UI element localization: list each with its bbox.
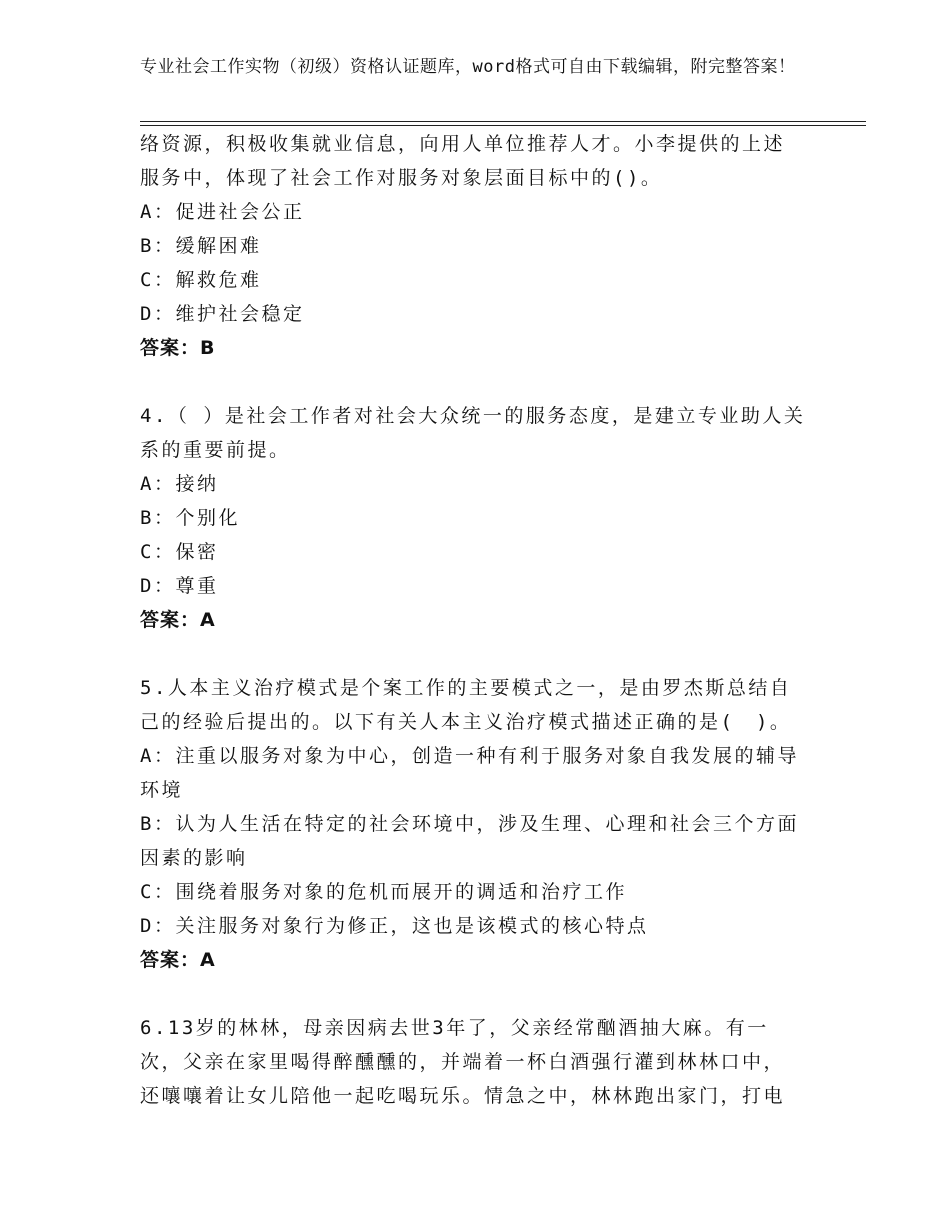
text-line: 6.13岁的林林，母亲因病去世3年了，父亲经常酗酒抽大麻。有一: [140, 1017, 769, 1039]
paragraph-gap: [140, 365, 820, 399]
text-line: 己的经验后提出的。以下有关人本主义治疗模式描述正确的是( )。: [140, 711, 792, 733]
header-divider-top: [140, 121, 866, 122]
header-title: 专业社会工作实物（初级）资格认证题库，word格式可自由下载编辑，附完整答案！: [140, 57, 796, 77]
text-line: B：缓解困难: [140, 235, 262, 257]
text-line: 服务中，体现了社会工作对服务对象层面目标中的()。: [140, 167, 663, 189]
text-line: 次，父亲在家里喝得醉醺醺的，并端着一杯白酒强行灌到林林口中，: [140, 1051, 786, 1073]
text-line: D：维护社会稳定: [140, 303, 305, 325]
text-line: C：围绕着服务对象的危机而展开的调适和治疗工作: [140, 881, 627, 903]
text-line: A：注重以服务对象为中心，创造一种有利于服务对象自我发展的辅导: [140, 745, 799, 767]
text-line: 4.（ ）是社会工作者对社会大众统一的服务态度，是建立专业助人关: [140, 405, 806, 427]
text-line: B：认为人生活在特定的社会环境中，涉及生理、心理和社会三个方面: [140, 813, 799, 835]
text-line: 环境: [140, 779, 184, 801]
text-line: B：个别化: [140, 507, 240, 529]
text-line: 还嚷嚷着让女儿陪他一起吃喝玩乐。情急之中，林林跑出家门，打电: [140, 1085, 786, 1107]
text-line: D：关注服务对象行为修正，这也是该模式的核心特点: [140, 915, 649, 937]
paragraph-gap: [140, 977, 820, 1011]
answer-line: 答案：A: [140, 609, 216, 631]
text-line: C：保密: [140, 541, 219, 563]
text-line: 因素的影响: [140, 847, 248, 869]
answer-line: 答案：B: [140, 337, 216, 359]
answer-line: 答案：A: [140, 949, 216, 971]
document-body: [140, 127, 820, 1113]
text-line: 5.人本主义治疗模式是个案工作的主要模式之一，是由罗杰斯总结自: [140, 677, 792, 699]
text-line: 络资源，积极收集就业信息，向用人单位推荐人才。小李提供的上述: [140, 133, 786, 155]
text-line: A：接纳: [140, 473, 219, 495]
document-header: [140, 56, 810, 78]
header-divider-bottom: [140, 125, 866, 126]
paragraph-gap: [140, 637, 820, 671]
text-line: D：尊重: [140, 575, 219, 597]
text-line: A：促进社会公正: [140, 201, 305, 223]
text-line: C：解救危难: [140, 269, 262, 291]
text-line: 系的重要前提。: [140, 439, 291, 461]
